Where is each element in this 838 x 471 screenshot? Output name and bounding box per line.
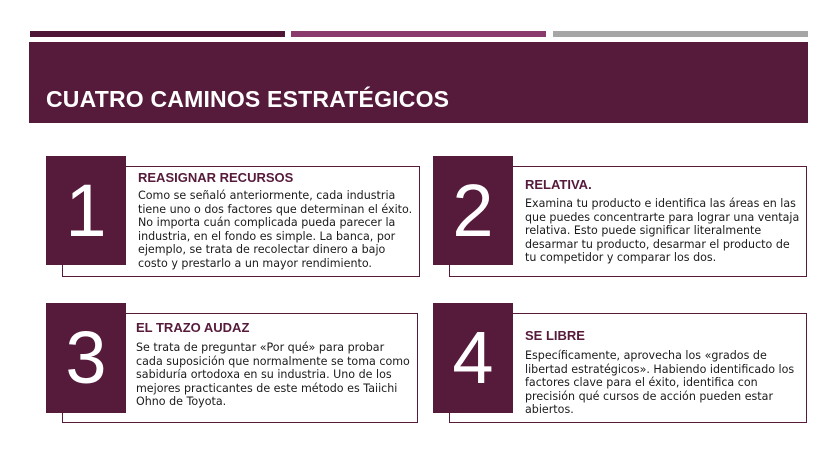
card-number-label: 4 bbox=[452, 316, 494, 399]
slide-title: CUATRO CAMINOS ESTRATÉGICOS bbox=[46, 86, 450, 112]
card-heading: RELATIVA. bbox=[525, 177, 592, 192]
card-body: Examina tu producto e identifica las áreas en las que puedes concentrarte para lograr una ventaja relativa. Esto puede significar literalmente desarmar tu producto, desarmar el producto de tu competidor y comparar los dos. bbox=[525, 197, 800, 265]
card-heading: EL TRAZO AUDAZ bbox=[136, 320, 250, 335]
card-number-label: 1 bbox=[65, 168, 107, 252]
card-body: Específicamente, aprovecha los «grados de libertad estratégicos». Habiendo identificado los factores clave para el éxito, identifica con precisión qué cursos de acción pueden estar abiertos. bbox=[525, 349, 795, 417]
accent-bar-2 bbox=[291, 31, 546, 37]
card-number-label: 2 bbox=[452, 168, 494, 252]
card-number-3 bbox=[46, 303, 126, 413]
accent-bar-3 bbox=[553, 31, 808, 37]
card-body: Como se señaló anteriormente, cada industria tiene uno o dos factores que determinan el éxito. No importa cuán complicada pueda parecer la industria, en el fondo es simple. La banca, por ejemplo, se trata de recolectar dinero a bajo costo y prestarlo a un mayor rendimiento. bbox=[138, 189, 413, 270]
accent-bar-1 bbox=[30, 31, 285, 37]
card-body: Se trata de preguntar «Por qué» para probar cada suposición que normalmente se toma como sabiduría ortodoxa en su industria. Uno de los mejores practicantes de este método es Taiichi Ohno de Toyota. bbox=[136, 341, 410, 409]
card-number-label: 3 bbox=[65, 316, 107, 399]
card-heading: SE LIBRE bbox=[525, 328, 585, 343]
card-number-4 bbox=[433, 303, 513, 413]
title-banner bbox=[29, 42, 808, 123]
card-number-1 bbox=[46, 156, 126, 265]
card-heading: REASIGNAR RECURSOS bbox=[138, 170, 294, 185]
card-number-2 bbox=[433, 156, 513, 265]
